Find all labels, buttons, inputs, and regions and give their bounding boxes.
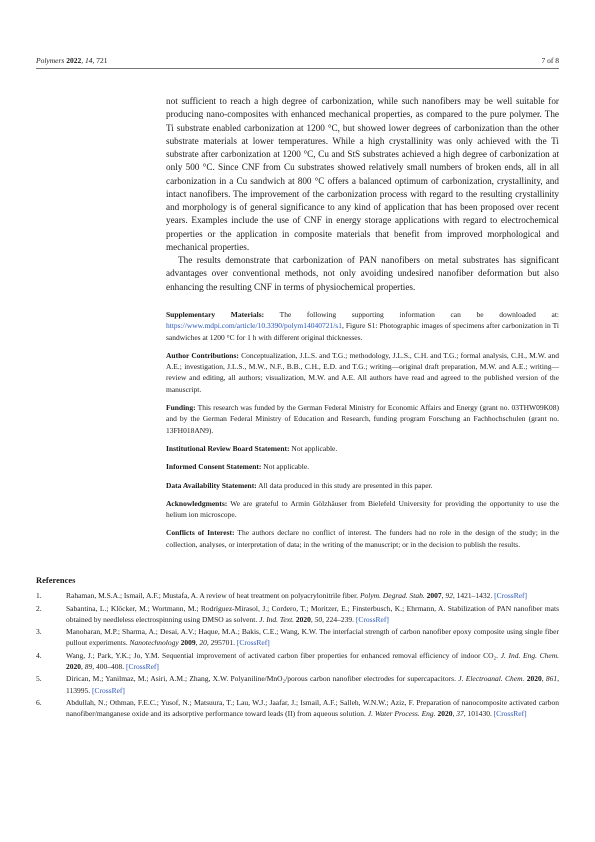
- crossref-link[interactable]: [CrossRef]: [355, 614, 389, 624]
- running-header: [36, 56, 559, 69]
- reference-item: 2. Sabantina, L.; Klöcker, M.; Wortmann, M.; Rodríguez-Mirasol, J.; Cordero, T.; Moritzer, E.; Finsterbusch, K.; Ehrmann, A. Stabilization of PAN nanofiber mats obtained by needleless electrospinning using DMSO as solvent. J. Ind. Text. 2020, 50, 224–239. [CrossRef]: [36, 603, 559, 624]
- crossref-link[interactable]: [CrossRef]: [493, 709, 527, 719]
- supplementary-materials: Supplementary Materials: The following supporting information can be downloaded at: https://www.mdpi.com/article/10.3390/polym14040721/s1, Figure S1: Photographic images of specimens after carbonization in Ti sandwiches at 1200 °C for 1 h with different original thicknesses.: [166, 310, 559, 342]
- body-paragraph: not sufficient to reach a high degree of carbonization, while such nanofibers may be well suitable for producing nano-composites with enhanced mechanical properties, as compared to the pure polymer. The Ti substrate enabled carbonization at 1200 °C, but showed lower degrees of carbonization than the other substrate materials at lower temperatures. While a high crystallinity was only achieved with the Ti substrate after carbonization at 1200 °C, Cu and StS substrates achieved a high degree of carbonization at only 500 °C. Since CNF from Cu substrates showed relatively small numbers of broken ends, all in all carbonization in a Cu sandwich at 800 °C offers a balanced optimum of carbonization, crystallinity, and intact nanofibers. The improvement of the carbonization process with regard to the resulting crystallinity and morphology is of general significance to any kind of application that has been proposed over recent years. Examples include the use of CNF in energy storage applications with regard to electrochemical properties or the application in composite materials that benefit from improved morphological and mechanical properties.: [166, 96, 559, 252]
- acknowledgments: Acknowledgments: We are grateful to Armin Gölzhäuser from Bielefeld University for providing the opportunity to use the helium ion microscope.: [166, 498, 559, 520]
- body-paragraph: The results demonstrate that carbonization of PAN nanofibers on metal substrates has significant advantages over conventional methods, not only avoiding undesired nanofiber deformation but also enhancing the resulting CNF in terms of physiochemical properties.: [166, 255, 559, 292]
- reference-item: 3. Manoharan, M.P.; Sharma, A.; Desai, A.V.; Haque, M.A.; Bakis, C.E.; Wang, K.W. The interfacial strength of carbon nanofiber epoxy composite using single fiber pullout experiments. Nanotechnology 2009, 20, 295701. [CrossRef]: [36, 627, 559, 648]
- conclusion-text: [166, 95, 559, 294]
- references-heading: References: [36, 575, 76, 585]
- consent-statement: Informed Consent Statement: Not applicable.: [166, 462, 310, 472]
- reference-item: 1. Rahaman, M.S.A.; Ismail, A.F.; Mustafa, A. A review of heat treatment on polyacrylonitrile fiber. Polym. Degrad. Stab. 2007, 92, 1421–1432. [CrossRef]: [36, 591, 528, 601]
- crossref-link[interactable]: [CrossRef]: [126, 662, 159, 672]
- funding: Funding: This research was funded by the German Federal Ministry for Economic Affairs and Energy (grant no. 03THW09K08) and by the German Federal Ministry of Education and Research, funding program Forschung an Fachhochschulen (grant no. 13FH018AN9).: [166, 403, 559, 435]
- crossref-link[interactable]: [CrossRef]: [236, 638, 270, 648]
- author-contributions: Author Contributions: Conceptualization, J.L.S. and T.G.; methodology, J.L.S., C.H. and T.G.; formal analysis, C.H., M.W. and A.E.; investigation, J.L.S., M.W., N.F., B.B., C.H., E.D. and T.G.; writing—original draft preparation, M.W. and A.E.; writing—review and editing, all authors; visualization, M.W. and A.E. All authors have read and agreed to the published version of the manuscript.: [166, 350, 559, 394]
- journal-citation: Polymers 2022, 14, 721: [36, 56, 108, 65]
- irb-statement: Institutional Review Board Statement: Not applicable.: [166, 443, 338, 453]
- reference-item: 5. Dirican, M.; Yanilmaz, M.; Asiri, A.M.; Zhang, X.W. Polyaniline/MnO₂/porous carbon nanofiber electrodes for supercapacitors. J. Electroanal. Chem. 2020, 861, 113995. [CrossRef]: [36, 674, 560, 695]
- crossref-link[interactable]: [CrossRef]: [494, 591, 528, 601]
- conflicts-of-interest: Conflicts of Interest: The authors declare no conflict of interest. The funders had no role in the design of the study; in the collection, analyses, or interpretation of data; in the writing of the manuscript; or in the decision to publish the results.: [166, 528, 559, 549]
- supplementary-link[interactable]: https://www.mdpi.com/article/10.3390/polym14040721/s1: [166, 321, 342, 331]
- crossref-link[interactable]: [CrossRef]: [91, 685, 125, 695]
- page-number: 7 of 8: [541, 56, 559, 65]
- reference-item: 4. Wang, J.; Park, Y.K.; Jo, Y.M. Sequential improvement of activated carbon fiber properties for enhanced removal efficiency of indoor CO₂. J. Ind. Eng. Chem. 2020, 89, 400–408. [CrossRef]: [36, 650, 560, 672]
- reference-list: [36, 590, 559, 719]
- data-availability: Data Availability Statement: All data produced in this study are presented in this paper.: [166, 480, 433, 490]
- reference-item: 6. Abdullah, N.; Othman, F.E.C.; Yusof, N.; Matsuura, T.; Lau, W.J.; Jaafar, J.; Ismail, A.F.; Salleh, W.N.W.; Aziz, F. Preparation of nanocomposite activated carbon nanofiber/manganese oxide and its adsorptive performance toward leads (II) from aqueous solution. J. Water Process. Eng. 2020, 37, 101430. [CrossRef]: [36, 697, 559, 719]
- back-matter: [166, 309, 559, 557]
- references-section: [36, 575, 559, 721]
